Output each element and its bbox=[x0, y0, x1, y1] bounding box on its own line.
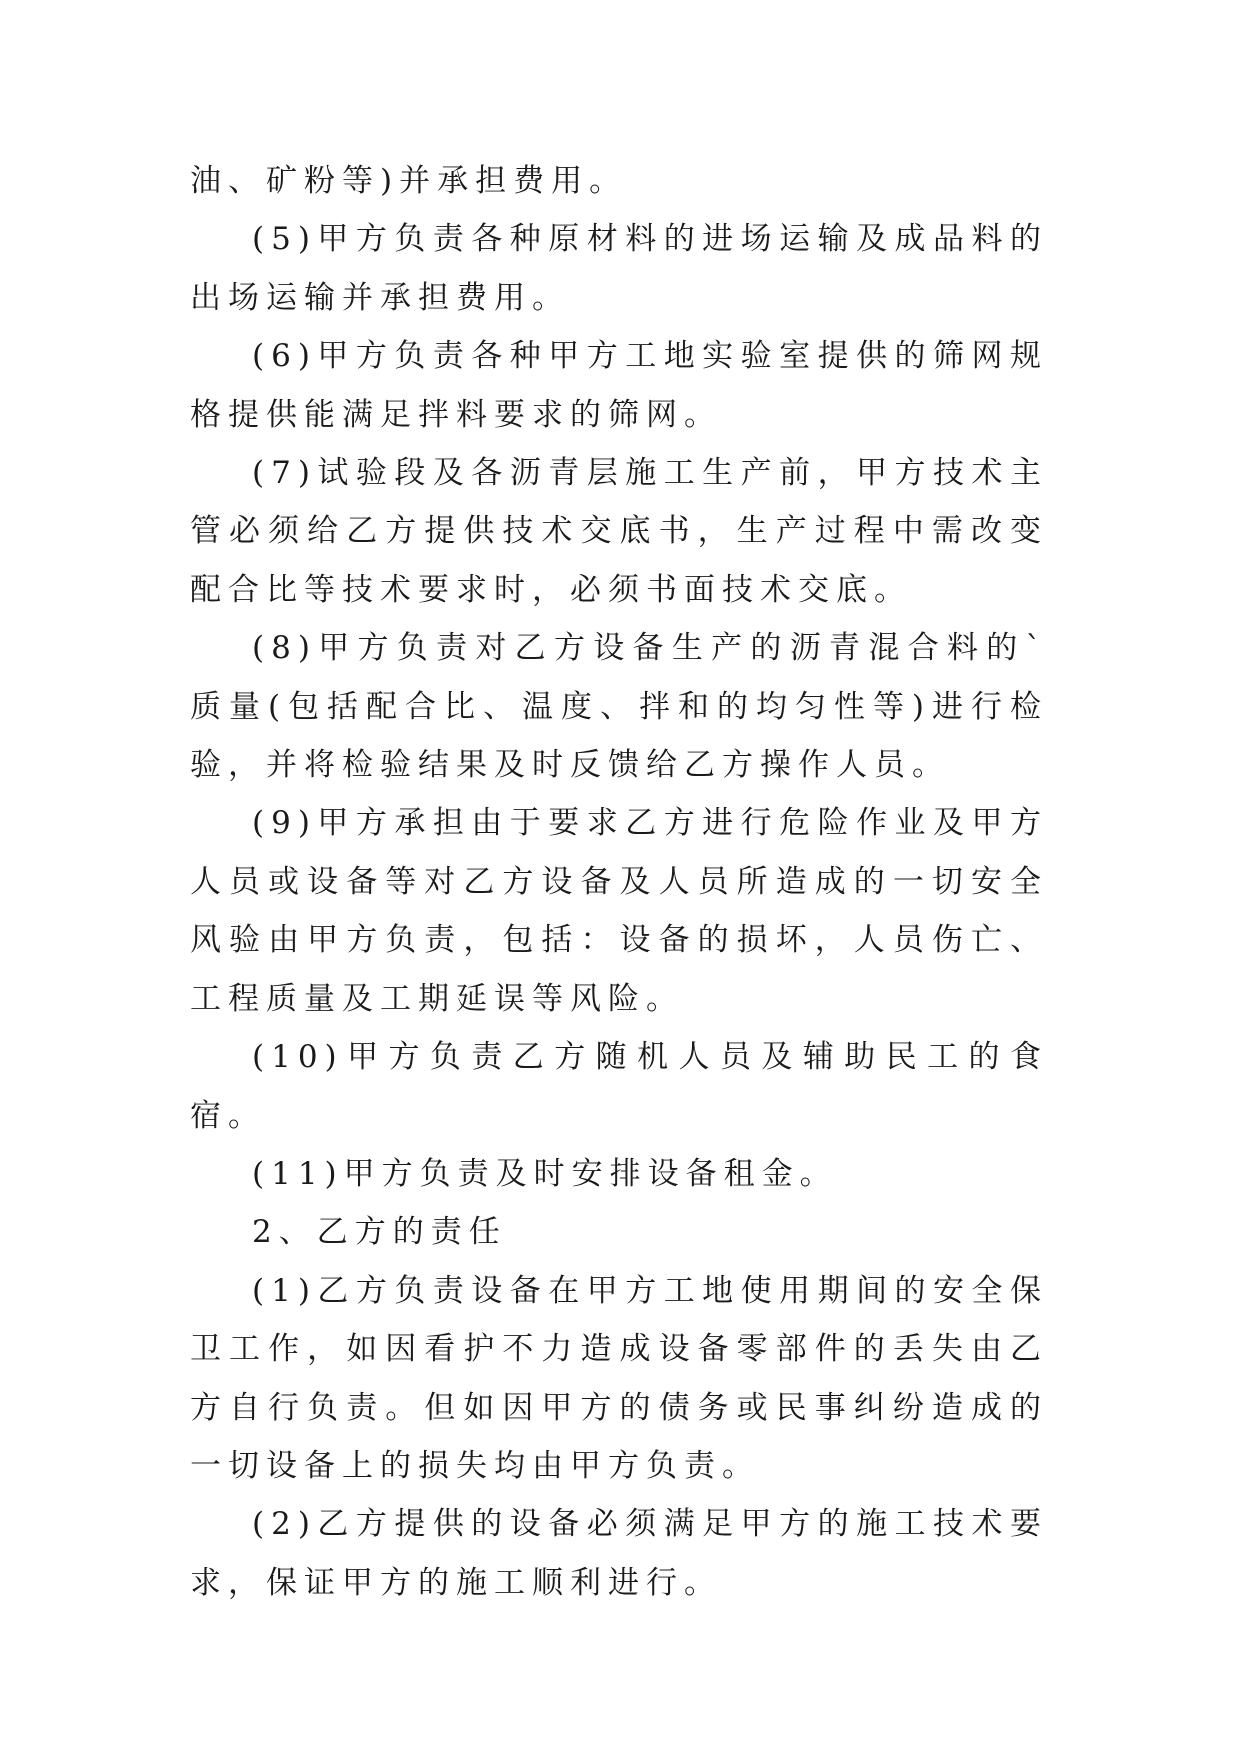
paragraph: (11)甲方负责及时安排设备租金。 bbox=[252, 1155, 838, 1192]
paragraph: (6)甲方负责各种甲方工地实验室提供的筛网规格提供能满足拌料要求的筛网。 bbox=[190, 338, 1048, 433]
document-body bbox=[190, 152, 1048, 1612]
paragraph: (9)甲方承担由于要求乙方进行危险作业及甲方人员或设备等对乙方设备及人员所造成的一切安全风验由甲方负责，包括：设备的损坏，人员伤亡、工程质量及工期延误等风险。 bbox=[190, 805, 1048, 1017]
paragraph: (5)甲方负责各种原材料的进场运输及成品料的出场运输并承担费用。 bbox=[190, 221, 1048, 316]
paragraph: (2)乙方提供的设备必须满足甲方的施工技术要求，保证甲方的施工顺利进行。 bbox=[190, 1506, 1048, 1601]
paragraph: (1)乙方负责设备在甲方工地使用期间的安全保卫工作，如因看护不力造成设备零部件的丢失由乙方自行负责。但如因甲方的债务或民事纠纷造成的一切设备上的损失均由甲方负责。 bbox=[190, 1272, 1048, 1484]
paragraph: 油、矿粉等)并承担费用。 bbox=[190, 163, 628, 199]
paragraph: (8)甲方负责对乙方设备生产的沥青混合料的`质量(包括配合比、温度、拌和的均匀性等)进行检验，并将检验结果及时反馈给乙方操作人员。 bbox=[190, 630, 1048, 784]
paragraph: (10)甲方负责乙方随机人员及辅助民工的食宿。 bbox=[190, 1039, 1048, 1134]
paragraph: (7)试验段及各沥青层施工生产前，甲方技术主管必须给乙方提供技术交底书，生产过程中需改变配合比等技术要求时，必须书面技术交底。 bbox=[190, 455, 1048, 608]
section-heading: 2、乙方的责任 bbox=[252, 1214, 507, 1251]
